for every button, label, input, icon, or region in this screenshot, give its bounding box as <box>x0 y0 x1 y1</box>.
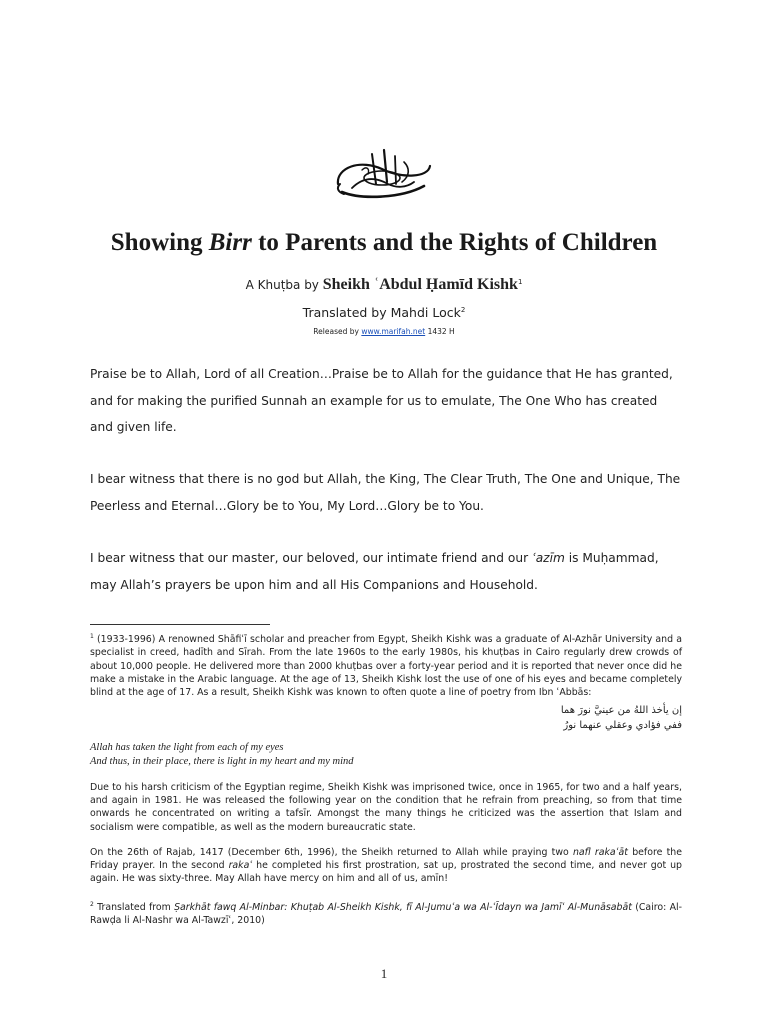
paragraph-1: Praise be to Allah, Lord of all Creation…Praise be to Allah for the guidance that He has granted, and for making the purified Sunnah an example for us to emulate, The One Who has created and given life. <box>90 367 673 434</box>
marifah-link[interactable]: www.marifah.net <box>361 327 426 336</box>
footnote-1: $^1$ (1933-1996) A renowned Shāfiʿī scholar and preacher from Egypt, Sheikh Kishk was a graduate of Al-Azhār University and a specialist in creed, hadīth and Sīrah. From the late 1960s to the early 1980s, his khuṭbas in Cairo regularly drew crowds of about 10,000 people. He delivered more than 2000 khuṭbas over a forty-year period and it is reported that never once did he make a mistake in the Arabic language. At the age of 13, Sheikh Kishk lost the use of one of his eyes and became completely blind at the age of 17. As a result, Sheikh Kishk was known to often quote a line of poetry from Ibn ʿAbbās: <box>90 633 682 699</box>
calligraphy-logo-icon <box>332 148 436 200</box>
byline-prefix: A Khuṭba by <box>245 278 323 292</box>
footnotes <box>90 630 682 927</box>
footnote-ref-1[interactable]: 1 <box>517 278 523 286</box>
page-number: 1 <box>380 966 388 981</box>
paragraph-3: I bear witness that our master, our beloved, our intimate friend and our ʿazīm is Muḥammad, may Allah’s prayers be upon him and all His Companions and Household. <box>90 551 659 592</box>
paragraph-2: I bear witness that there is no god but Allah, the King, The Clear Truth, The One and Unique, The Peerless and Eternal…Glory be to You, My Lord…Glory be to You. <box>90 472 681 513</box>
footnote-2: $^2$ Translated from Ṣarkhāt fawq Al-Minbar: Khuṭab Al-Sheikh Kishk, fī Al-Jumuʿa wa Al-ʿĪdayn wa Jamīʿ Al-Munāsabāt (Cairo: Al-Rawḍa li Al-Nashr wa Al-Tawzīʿ, 2010) <box>90 900 682 927</box>
arabic-poem: إن يأخذ اللهُ من عينيَّ نورَ هما ففي فؤادي وعقلي عنهما نورُ <box>560 704 682 731</box>
title-italic: Birr <box>208 229 252 256</box>
footnote-ref-2[interactable]: 2 <box>460 306 466 314</box>
footnote-1-paragraph-2: Due to his harsh criticism of the Egyptian regime, Sheikh Kishk was imprisoned twice, once in 1965, for two and a half years, and again in 1981. He was released the following year on the condition that he refrain from preaching, so from that time onwards he concentrated on writing a tafsīr. Amongst the many things he criticized was the assertion that Islam and socialism were compatible, as well as the modern bureaucratic state. <box>90 781 682 833</box>
document-title: Showing Birr to Parents and the Rights of Children <box>110 229 658 256</box>
poem-translation: Allah has taken the light from each of my eyes And thus, in their place, there is light in my heart and my mind <box>90 741 354 767</box>
release-line: Released by www.marifah.net 1432 H <box>313 327 455 336</box>
author-name: Sheikh ʿAbdul Ḥamīd Kishk <box>322 276 518 293</box>
footnote-1-paragraph-3: On the 26th of Rajab, 1417 (December 6th, 1996), the Sheikh returned to Allah while praying two nafl rakaʿāt before the Friday prayer. In the second rakaʿ he completed his first prostration, sat up, prostrated the second time, and never got up again. He was sixty-three. May Allah have mercy on him and all of us, amīn! <box>90 846 682 885</box>
footnote-divider <box>90 624 270 625</box>
byline <box>0 272 768 295</box>
translator-line: Translated by Mahdi Lock$^2$ <box>302 305 466 321</box>
